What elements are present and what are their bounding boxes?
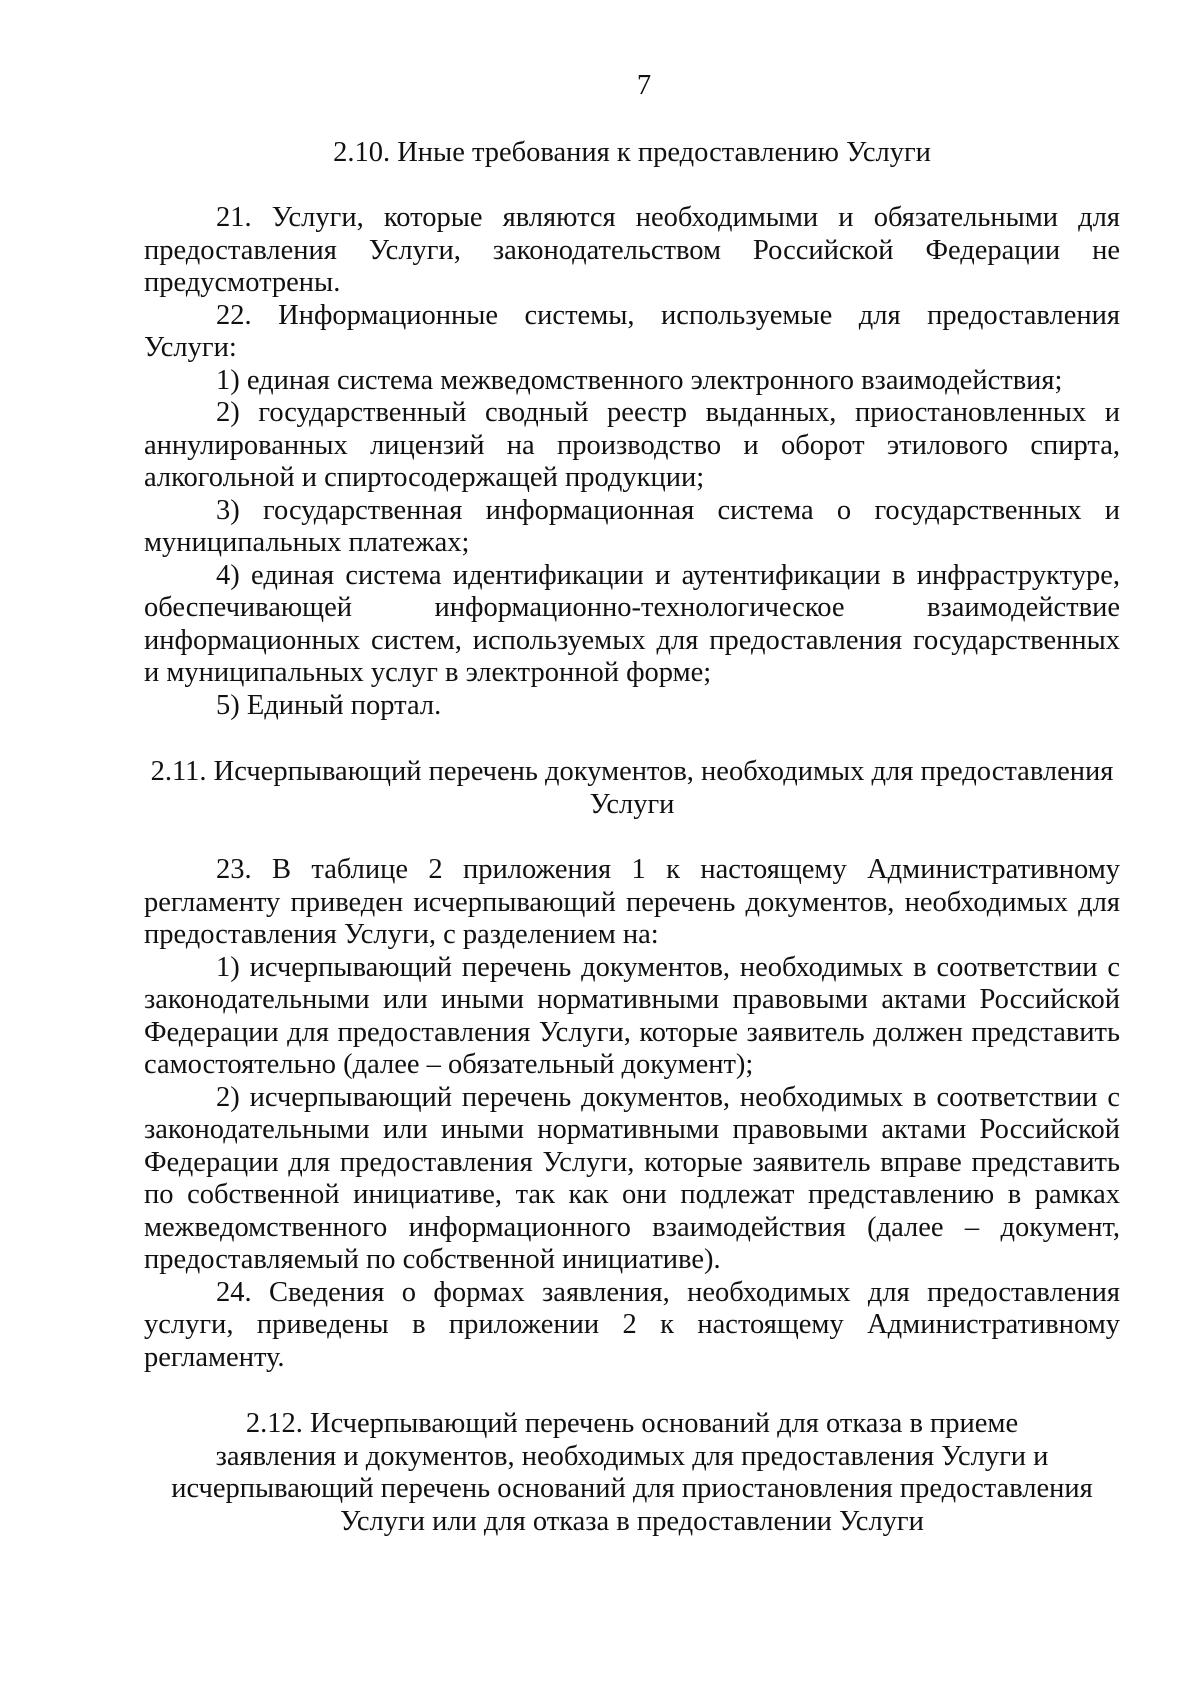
heading-line: Услуги — [589, 788, 675, 820]
page-number: 7 — [636, 70, 652, 101]
list-item-3: 3) государственная информационная система о государственных и муниципальных платежах; — [144, 494, 1120, 558]
list-item-1: 1) единая система межведомственного электронного взаимодействия; — [216, 364, 1063, 396]
paragraph-23: 23. В таблице 2 приложения 1 к настоящему Административному регламенту приведен исчерпывающий перечень документов, необходимых для предоставления Услуги, с разделением на: — [144, 854, 1120, 950]
heading-line: исчерпывающий перечень оснований для приостановления предоставления — [171, 1473, 1093, 1504]
section-2-12-heading — [144, 1408, 1120, 1538]
heading-line: Услуги или для отказа в предоставлении Услуги — [340, 1505, 924, 1537]
paragraph-22: 22. Информационные системы, используемые для предоставления Услуги: — [144, 299, 1120, 363]
list-item-4: 4) единая система идентификации и аутентификации в инфраструктуре, обеспечивающей информационно-технологическое взаимодействие информационных систем, используемых для предоставления государственных и муниципальных услуг в электронной форме; — [144, 559, 1120, 688]
section-2-10-heading: 2.10. Иные требования к предоставлению Услуги — [333, 136, 931, 168]
spacer — [144, 821, 1120, 854]
section-2-11-heading — [144, 756, 1120, 821]
paragraph-21: 21. Услуги, которые являются необходимыми и обязательными для предоставления Услуги, законодательством Российской Федерации не предусмотрены. — [144, 202, 1120, 298]
heading-line: 2.12. Исчерпывающий перечень оснований для отказа в приеме — [245, 1408, 1019, 1439]
list-item-2: 2) государственный сводный реестр выданных, приостановленных и аннулированных лицензий на производство и оборот этилового спирта, алкогольной и спиртосодержащей продукции; — [144, 397, 1120, 493]
list-item-5: 5) Единый портал. — [216, 689, 442, 721]
spacer — [144, 722, 1120, 756]
list-item-2: 2) исчерпывающий перечень документов, необходимых в соответствии с законодательными или иными нормативными правовыми актами Российской Федерации для предоставления Услуги, которые заявитель вправе представить по собственной инициативе, так как они подлежат представлению в рамках межведомственного информационного взаимодействия (далее – документ, предоставляемый по собственной инициативе). — [144, 1081, 1120, 1275]
spacer — [144, 1374, 1120, 1408]
paragraph-24: 24. Сведения о формах заявления, необходимых для предоставления услуги, приведены в приложении 2 к настоящему Административному регламенту. — [144, 1276, 1120, 1373]
heading-line: 2.11. Исчерпывающий перечень документов, необходимых для предоставления — [150, 756, 1114, 787]
document-page — [144, 70, 1120, 1538]
spacer — [144, 169, 1120, 202]
heading-line: заявления и документов, необходимых для предоставления Услуги и — [215, 1440, 1049, 1472]
list-item-1: 1) исчерпывающий перечень документов, необходимых в соответствии с законодательными или иными нормативными правовыми актами Российской Федерации для предоставления Услуги, которые заявитель должен представить самостоятельно (далее – обязательный документ); — [144, 951, 1120, 1080]
